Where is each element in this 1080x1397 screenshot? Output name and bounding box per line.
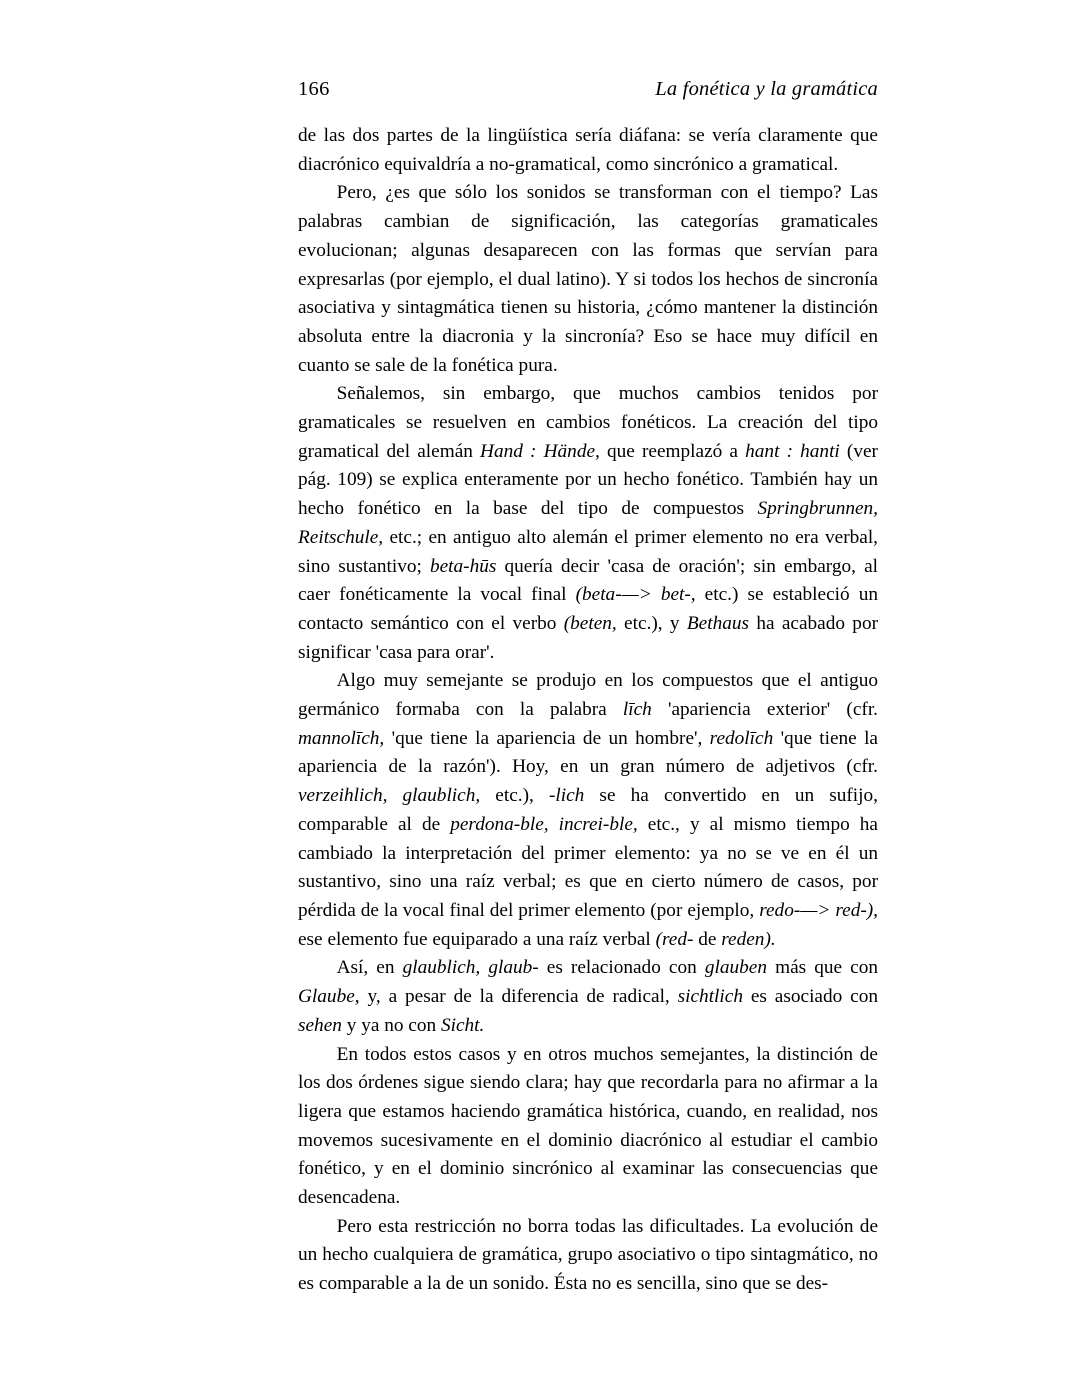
page-header [298,78,878,101]
page-number: 166 [298,78,330,100]
paragraph: Señalemos, sin embargo, que muchos cambios tenidos por gramaticales se resuelven en cambios fonéticos. La creación del tipo gramatical del alemán Hand : Hände, que reemplazó a hant : hanti (ver pág. 109) se explica enteramente por un hecho fonético. También hay un hecho fonético en la base del tipo de compuestos Springbrunnen, Reitschule, etc.; en antiguo alto alemán el primer elemento no era verbal, sino sustantivo; beta-hūs quería decir 'casa de oración'; sin embargo, al caer fonéticamente la vocal final (beta-—> bet-, etc.) se estableció un contacto semántico con el verbo (beten, etc.), y Bethaus ha acabado por significar 'casa para orar'. [298,383,879,663]
running-title: La fonética y la gramática [655,78,878,100]
body-text [298,122,878,1299]
paragraph: Algo muy semejante se produjo en los compuestos que el antiguo germánico formaba con la palabra līch 'apariencia exterior' (cfr. mannolīch, 'que tiene la apariencia de un hombre', redolīch 'que tiene la apariencia de la razón'). Hoy, en un gran número de adjetivos (cfr. verzeihlich, glaublich, etc.), -lich se ha convertido en un sufijo, comparable al de perdona-ble, increi-ble, etc., y al mismo tiempo ha cambiado la interpretación del primer elemento: ya no se ve en él un sustantivo, sino una raíz verbal; es que en cierto número de casos, por pérdida de la vocal final del primer elemento (por ejemplo, redo-—> red-), ese elemento fue equiparado a una raíz verbal (red- de reden). [298,670,879,950]
paragraph: de las dos partes de la lingüística sería diáfana: se vería claramente que diacrónico equivaldría a no-gramatical, como sincrónico a gramatical. [298,125,878,175]
paragraph: Pero, ¿es que sólo los sonidos se transforman con el tiempo? Las palabras cambian de significación, las categorías gramaticales evolucionan; algunas desaparecen con las formas que servían para expresarlas (por ejemplo, el dual latino). Y si todos los hechos de sincronía asociativa y sintagmática tienen su historia, ¿cómo mantener la distinción absoluta entre la diacronia y la sincronía? Eso se hace muy difícil en cuanto se sale de la fonética pura. [298,182,878,376]
paragraph: Así, en glaublich, glaub- es relacionado con glauben más que con Glaube, y, a pesar de la diferencia de radical, sichtlich es asociado con sehen y ya no con Sicht. [298,957,878,1036]
paragraph: Pero esta restricción no borra todas las dificultades. La evolución de un hecho cualquiera de gramática, grupo asociativo o tipo sintagmático, no es comparable a la de un sonido. Ésta no es sencilla, sino que se des- [298,1215,878,1295]
paragraph: En todos estos casos y en otros muchos semejantes, la distinción de los dos órdenes sigue siendo clara; hay que recordarla para no afirmar a la ligera que estamos haciendo gramática histórica, cuando, en realidad, nos movemos sucesivamente en el dominio diacrónico al estudiar el cambio fonético, y en el dominio sincrónico al examinar las consecuencias que desencadena. [298,1043,878,1209]
